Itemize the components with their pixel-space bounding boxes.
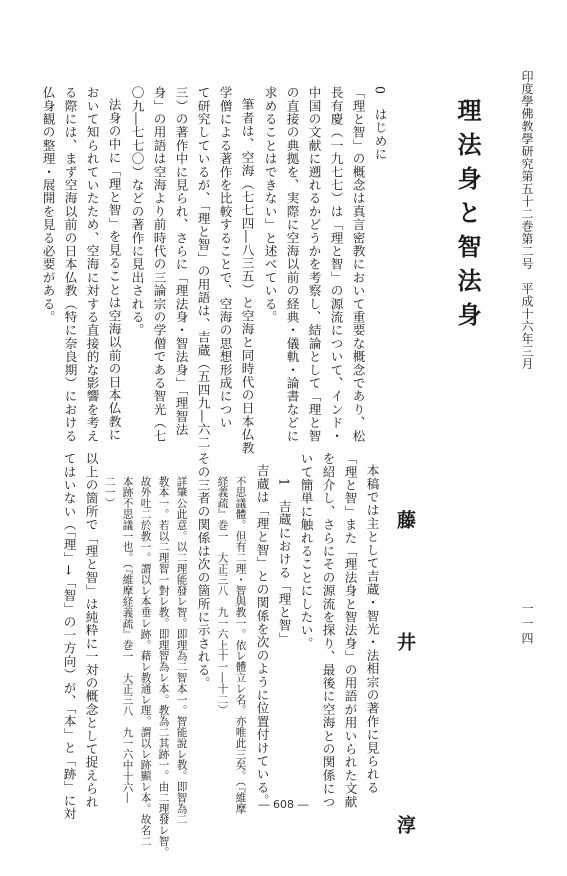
body-column: 〇九―七七〇）などの著作に見出される。 (129, 86, 145, 337)
body-column: を紹介し、さらにその源流を探り、最後に空海との関係につ (320, 452, 336, 809)
quote-column: 本跡不思議一也。（『維摩経義疏』巻一 大正三八 九一六中十六― (121, 476, 134, 804)
page-number-kanji: 一一四 (520, 602, 534, 647)
body-column: 長有慶（一九七七）は「理と智」の源流について、インド・ (328, 86, 344, 443)
journal-header: 印度學佛教學研究第五十二巻第二号 平成十六年三月 (520, 70, 534, 370)
body-column: 以上の箇所で「理と智」は純粋に一対の概念として捉えられ (83, 452, 99, 809)
body-column: 吉蔵は「理と智」との関係を次のように位置付けている。 (254, 464, 270, 808)
body-column: 「理と智」また「理法身と智法身」の用語が用いられた文献 (342, 452, 358, 809)
body-column: てはいない（「理」→「智」の一方向）が、「本」と「跡」に対 (61, 452, 77, 821)
quote-column: 経義疏』巻一 大正三八 九一六上十一―十二） (216, 476, 229, 716)
body-column: 筆者は、空海（七七四―八三五）と空海と同時代の日本仏教 (239, 98, 255, 455)
body-column: 三）の著作中に見られ、さらに「理法身・智法身」「理智法 (173, 86, 189, 437)
body-column: 身」の用語は空海より前時代の三論宗の学僧である智光（七 (151, 86, 167, 443)
body-column: 0 はじめに (372, 86, 388, 161)
article-title: 理法身と智法身 (453, 98, 482, 336)
author-name: 藤 井 淳 (394, 510, 416, 876)
quote-column: 教本一。若以二理智一對レ教。即理智為レ本。教為二其跡一。由二理發レ智。 (157, 476, 170, 858)
footer-page-number: ― 608 ― (258, 798, 309, 811)
body-column: その三者の関係は次の箇所に示される。 (195, 452, 211, 690)
body-column: 仏身観の整理・展開を見る必要がある。 (40, 86, 56, 324)
quote-column: 詳肇公此意。以二理能發レ智。即理為二智本一。智能說レ教。即智為二 (175, 476, 188, 825)
body-column: 本稿では主として吉蔵・智光・法相宗の著作に見られる (364, 464, 380, 794)
quote-column: 二一） (103, 476, 116, 509)
body-column: 学僧による著作を比較することで、空海の思想形成につい (217, 86, 233, 430)
body-column: て研究しているが、「理と智」の用語は、吉蔵（五四九―六二 (195, 86, 211, 450)
body-column: おいて知られていたため、空海に対する直接的な影響を考え (84, 86, 100, 443)
body-column: 法身の中に「理と智」を見ることは空海以前の日本仏教に (106, 98, 122, 442)
body-column: る際には、まず空海以前の日本仏教（特に奈良期）における (62, 86, 78, 443)
body-column: 中国の文献に遡れるかどうかを考察し、結論として「理と智 (306, 86, 322, 443)
body-column: いて簡単に触れることにしたい。 (298, 452, 314, 650)
body-column: 「理と智」の概念は真言密教において重要な概念であり、松 (350, 86, 366, 443)
body-column: 求めることはできない」と述べている。 (262, 86, 278, 324)
quote-column: 故外吐二於教一。謂以レ本垂レ跡。藉レ教通レ理。謂以レ跡顯レ本。故名二 (139, 476, 152, 847)
body-column: の直接の典拠を、実際に空海以前の経典・儀軌・論書などに (284, 86, 300, 443)
section-heading: 1 吉蔵における「理と智」 (276, 478, 292, 646)
quote-column: 不思議體。但有二理・智與教一。依レ體立レ名。亦唯此三矣。（『維摩 (234, 476, 247, 815)
